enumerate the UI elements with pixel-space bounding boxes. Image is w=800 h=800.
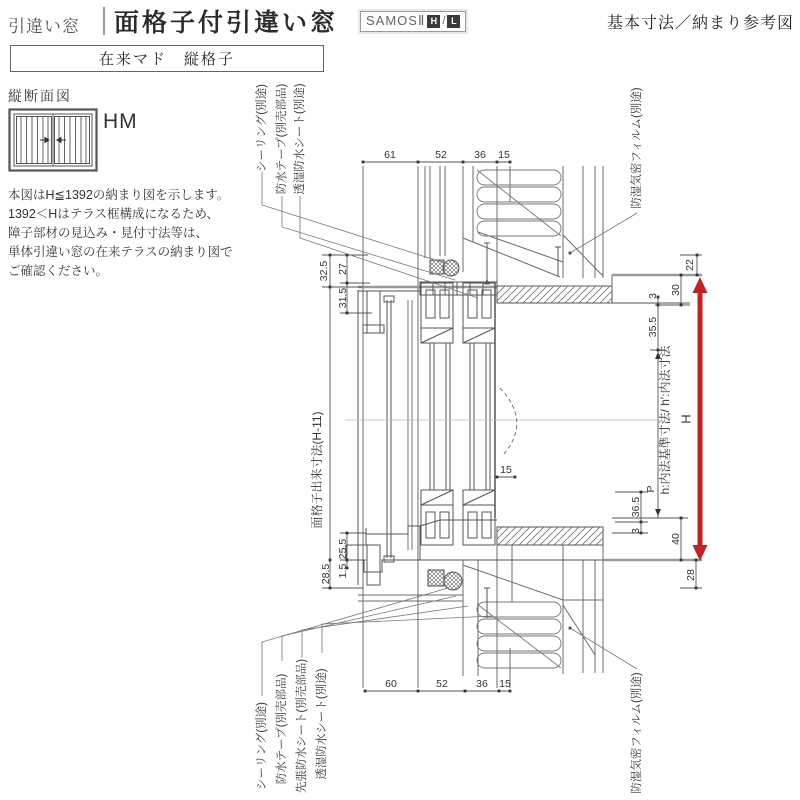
insulation-batt-top — [477, 170, 561, 236]
dim-text: P — [644, 485, 657, 493]
section-type-label: 縦断面図 — [8, 88, 72, 104]
dim-text: 22 — [683, 259, 696, 271]
head-frame-detail — [358, 243, 612, 333]
leader-text: 透湿防水シート(別途) — [294, 83, 307, 195]
dim-text: 36 — [476, 678, 488, 690]
series-grade-l: L — [447, 15, 460, 28]
dim-text: 15 — [498, 149, 510, 161]
document-type-label: 基本寸法／納まり参考図 — [606, 15, 794, 32]
dimension-lines — [319, 162, 702, 691]
dim-text: 32.5 — [317, 260, 330, 282]
window-code-label: HM — [103, 110, 138, 133]
page-title: 面格子付引違い窓 — [114, 9, 339, 37]
leader-text: 防湿気密フィルム(別途) — [631, 672, 644, 794]
dim-text: 31.5 — [336, 287, 349, 309]
dim-text: h:内法基準寸法/ h′:内法寸法 — [658, 345, 673, 495]
leader-text: 防湿気密フィルム(別途) — [631, 87, 644, 209]
dim-text: 35.5 — [646, 316, 659, 338]
window-category-label: 引違い窓 — [8, 17, 80, 36]
variant-label: 在来マド 縦格子 — [98, 51, 235, 68]
dim-text: 27 — [336, 263, 349, 275]
dimension-labels — [309, 149, 697, 690]
dim-text: 52 — [436, 678, 448, 690]
dim-text: 面格子出来寸法(H-11) — [310, 411, 325, 529]
leader-text: シーリング(別途) — [256, 702, 269, 790]
dim-text: 36.5 — [629, 496, 642, 518]
dim-text: 25.5 — [336, 538, 349, 560]
dim-text: 28 — [684, 569, 697, 581]
series-name: SAMOSⅡ — [366, 13, 426, 28]
dim-text: H — [678, 414, 694, 424]
leader-text: 透湿防水シート(別途) — [316, 668, 329, 780]
dim-text: 1.5 — [336, 563, 349, 579]
dim-text: 3 — [629, 528, 642, 534]
note-text: 本図はH≦1392の納まり図を示します。 1392＜Hはテラス框構成になるため、 障子部材の見込み・見付寸法等は、 単体引違い窓の在来テラスの納まり図で ご確認ください。 — [8, 188, 233, 278]
dim-text: 30 — [669, 284, 682, 296]
leader-text: 先張防水シート(別売部品) — [296, 658, 309, 794]
series-grade-separator: / — [442, 15, 446, 27]
dim-text: 36 — [474, 149, 486, 161]
dim-text: 52 — [435, 149, 447, 161]
leader-text: 防水テープ(別売部品) — [276, 673, 289, 785]
series-grade-h: H — [427, 15, 440, 28]
insulation-batt-bottom — [477, 602, 561, 668]
dim-text: 28.5 — [319, 563, 332, 585]
dim-text: 3 — [646, 293, 659, 299]
leader-text: 防水テープ(別売部品) — [276, 83, 289, 195]
dim-text: 60 — [385, 678, 397, 690]
dim-text: 61 — [384, 149, 396, 161]
leader-text: シーリング(別途) — [256, 84, 269, 172]
dim-text: 40 — [669, 533, 682, 545]
dim-text: 15 — [499, 678, 511, 690]
dim-text: 15 — [500, 464, 512, 476]
height-dimension-arrow — [693, 277, 708, 561]
